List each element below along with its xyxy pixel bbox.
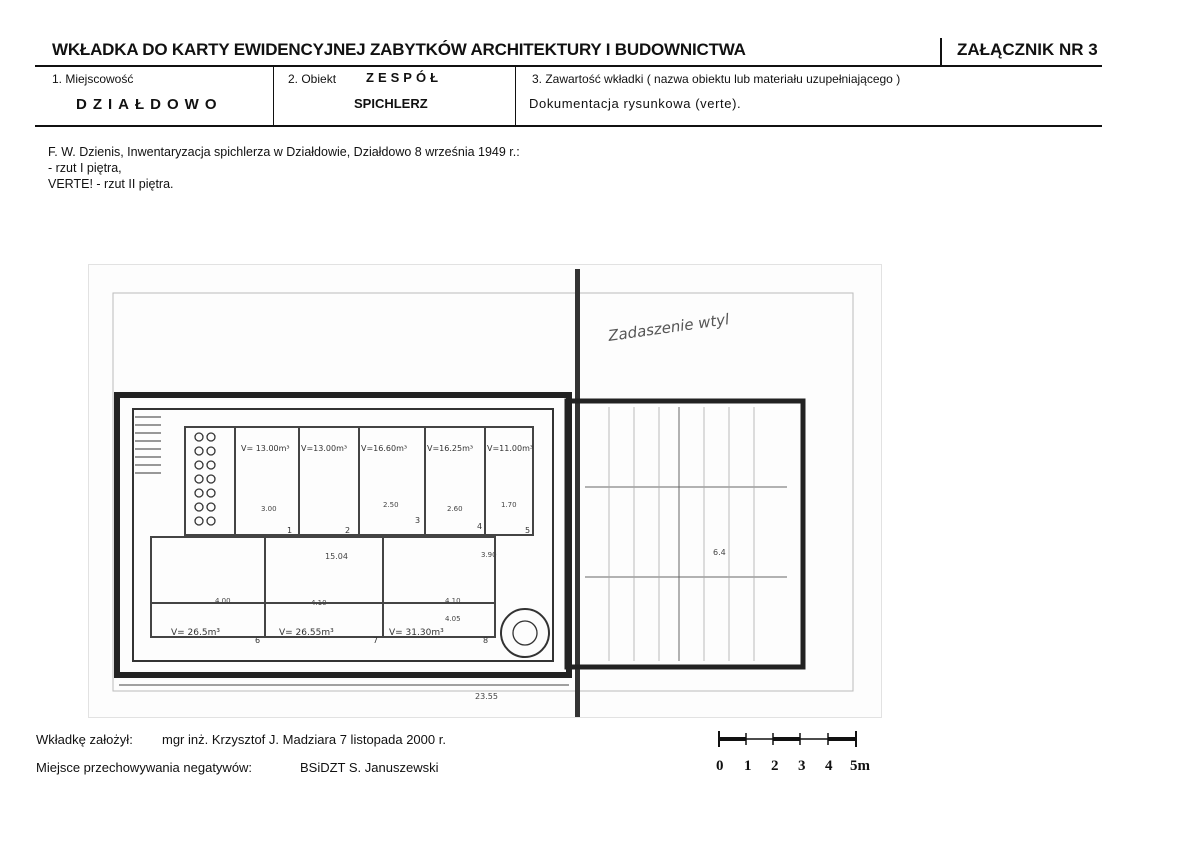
storage-label: Miejsce przechowywania negatywów:: [36, 760, 253, 775]
dimension-label: 4.10: [311, 599, 327, 607]
storage-value: BSiDZT S. Januszewski: [300, 760, 439, 775]
dimension-label: 2.50: [383, 501, 399, 509]
dimension-label: 4.05: [445, 615, 461, 623]
scale-label: 0: [716, 758, 724, 774]
bin-circles: [195, 433, 215, 525]
outer-wall-right: [567, 401, 803, 667]
round-silo: [501, 609, 549, 657]
scale-bar: [718, 728, 858, 750]
volume-label: V= 13.00m³: [241, 444, 290, 453]
dimension-label: 3.00: [261, 505, 277, 513]
dimension-label: 6.4: [713, 548, 726, 557]
dimension-label: 15.04: [325, 552, 348, 561]
scale-label: 4: [825, 758, 833, 774]
lower-rooms: [151, 537, 495, 637]
scale-label: 3: [798, 758, 806, 774]
description-line: VERTE! - rzut II piętra.: [48, 177, 174, 191]
field-divider: [273, 67, 274, 125]
volume-label: V= 31.30m³: [389, 628, 444, 638]
sheet-fold-line: [575, 269, 580, 717]
roof-grid: [585, 407, 787, 661]
dimension-label: 2.60: [447, 505, 463, 513]
dimension-label: 23.55: [475, 692, 498, 701]
room-number: 3: [415, 516, 421, 525]
scale-bar-svg: [718, 728, 858, 750]
plan-frame: [113, 293, 853, 691]
scale-label: 2: [771, 758, 779, 774]
dimension-label: 4.00: [215, 597, 231, 605]
dimension-label: 1.70: [501, 501, 517, 509]
content-label: 3. Zawartość wkładki ( nazwa obiektu lub materiału uzupełniającego ): [532, 72, 901, 86]
description-line: - rzut I piętra,: [48, 161, 122, 175]
dimension-label: 3.90: [481, 551, 497, 559]
annex-label: ZAŁĄCZNIK NR 3: [957, 40, 1098, 59]
locality-value: DZIAŁDOWO: [76, 96, 223, 113]
object-group: ZESPÓŁ: [366, 70, 443, 85]
room-number: 1: [287, 526, 293, 535]
room-number: 5: [525, 526, 531, 535]
object-label: 2. Obiekt: [288, 72, 337, 86]
volume-label: V= 26.5m³: [171, 628, 220, 638]
scale-label: 1: [744, 758, 752, 774]
room-number: 2: [345, 526, 351, 535]
volume-label: V= 26.55m³: [279, 628, 334, 638]
roof-hatching: [609, 407, 754, 661]
volume-label: V=11.00m³: [487, 444, 534, 453]
locality-label: 1. Miejscowość: [52, 72, 134, 86]
room-number: 6: [255, 636, 261, 645]
round-silo-inner: [513, 621, 537, 645]
description-line: F. W. Dzienis, Inwentaryzacja spichlerza w Działdowie, Działdowo 8 września 1949 r.:: [48, 145, 520, 159]
floor-plan-svg: [89, 265, 881, 717]
card-title: WKŁADKA DO KARTY EWIDENCYJNEJ ZABYTKÓW ARCHITEKTURY I BUDOWNICTWA: [52, 40, 746, 59]
room-number: 4: [477, 522, 483, 531]
content-value: Dokumentacja rysunkowa (verte).: [529, 96, 742, 111]
volume-label: V=16.60m³: [361, 444, 408, 453]
object-value: SPICHLERZ: [354, 96, 428, 111]
dimension-label: 4.10: [445, 597, 461, 605]
created-value: mgr inż. Krzysztof J. Madziara 7 listopada 2000 r.: [162, 732, 446, 747]
volume-label: V=13.00m³: [301, 444, 348, 453]
room-number: 7: [373, 636, 379, 645]
floor-plan-drawing: [88, 264, 882, 718]
field-divider: [515, 67, 516, 125]
handwritten-note: Zadaszenie wtyl: [607, 310, 731, 345]
header-rule: [35, 65, 1102, 67]
fields-rule: [35, 125, 1102, 127]
volume-label: V=16.25m³: [427, 444, 474, 453]
header-divider: [940, 38, 942, 66]
stairs-left: [135, 417, 161, 473]
created-label: Wkładkę założył:: [36, 732, 133, 747]
upper-rooms: [185, 427, 533, 535]
room-number: 8: [483, 636, 489, 645]
scale-label: 5m: [850, 758, 870, 774]
